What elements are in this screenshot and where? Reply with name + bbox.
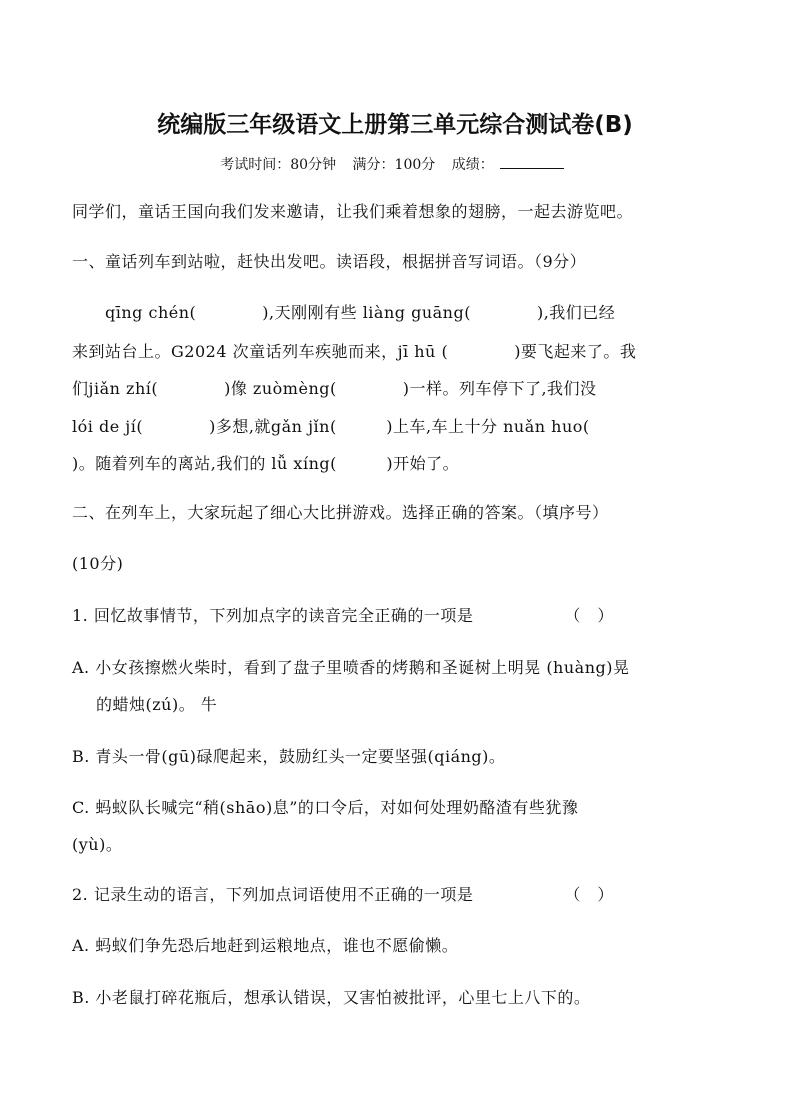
- page-title: 统编版三年级语文上册第三单元综合测试卷(B): [157, 112, 633, 138]
- section1-line-2: 来到站台上。G2024 次童话列车疾驰而来，jī hū ( )要飞起来了。我: [72, 342, 637, 361]
- section2-heading: 二、在列车上，大家玩起了细心大比拼游戏。选择正确的答案。（填序号）: [72, 503, 609, 522]
- exam-result: [452, 157, 570, 173]
- result-blank: [500, 156, 564, 169]
- q1-stem: 1. 回忆故事情节，下列加点字的读音完全正确的一项是 （ ）: [72, 606, 614, 625]
- section2-score: (10分): [72, 554, 124, 573]
- exam-meta: [0, 154, 790, 174]
- q2-option-b: B. 小老鼠打碎花瓶后，想承认错误，又害怕被批评，心里七上八下的。: [72, 988, 591, 1007]
- q2-stem: 2. 记录生动的语言，下列加点词语使用不正确的一项是 （ ）: [72, 885, 614, 904]
- q1-option-b: B. 青头一骨(gū)碌爬起来，鼓励红头一定要坚强(qiáng)。: [72, 747, 506, 766]
- exam-time: 考试时间：80分钟: [220, 157, 337, 173]
- section1-heading: 一、童话列车到站啦，赶快出发吧。读语段，根据拼音写词语。（9分）: [72, 252, 587, 271]
- q2-option-a: A. 蚂蚁们争先恐后地赶到运粮地点，谁也不愿偷懒。: [72, 936, 459, 955]
- section1-line-1: qīng chén( ),天刚刚有些 liàng guāng( ),我们已经: [72, 303, 616, 322]
- section1-line-5: )。随着列车的离站,我们的 lǚ xíng( )开始了。: [72, 454, 460, 473]
- q1-option-a-line2: 的蜡烛(zú)。 牛: [96, 695, 218, 714]
- intro-text: 同学们，童话王国向我们发来邀请，让我们乘着想象的翅膀，一起去游览吧。: [72, 202, 634, 221]
- q1-option-c-line2: (yù)。: [72, 835, 123, 854]
- exam-result-label: 成绩：: [451, 157, 494, 173]
- section1-line-4: lói de jí( )多想,就gǎn jǐn( )上车,车上十分 nuǎn huo(: [72, 417, 590, 436]
- q1-option-a-line1: A. 小女孩擦燃火柴时，看到了盘子里喷香的烤鹅和圣诞树上明晃 (huàng)晃: [72, 658, 630, 677]
- q1-option-c-line1: C. 蚂蚁队长喊完“稍(shāo)息”的口令后，对如何处理奶酪渣有些犹豫: [72, 798, 579, 817]
- exam-full-score: 满分：100分: [352, 157, 436, 173]
- section1-line-3: 们jiǎn zhí( )像 zuòmèng( )一样。列车停下了,我们没: [72, 379, 597, 398]
